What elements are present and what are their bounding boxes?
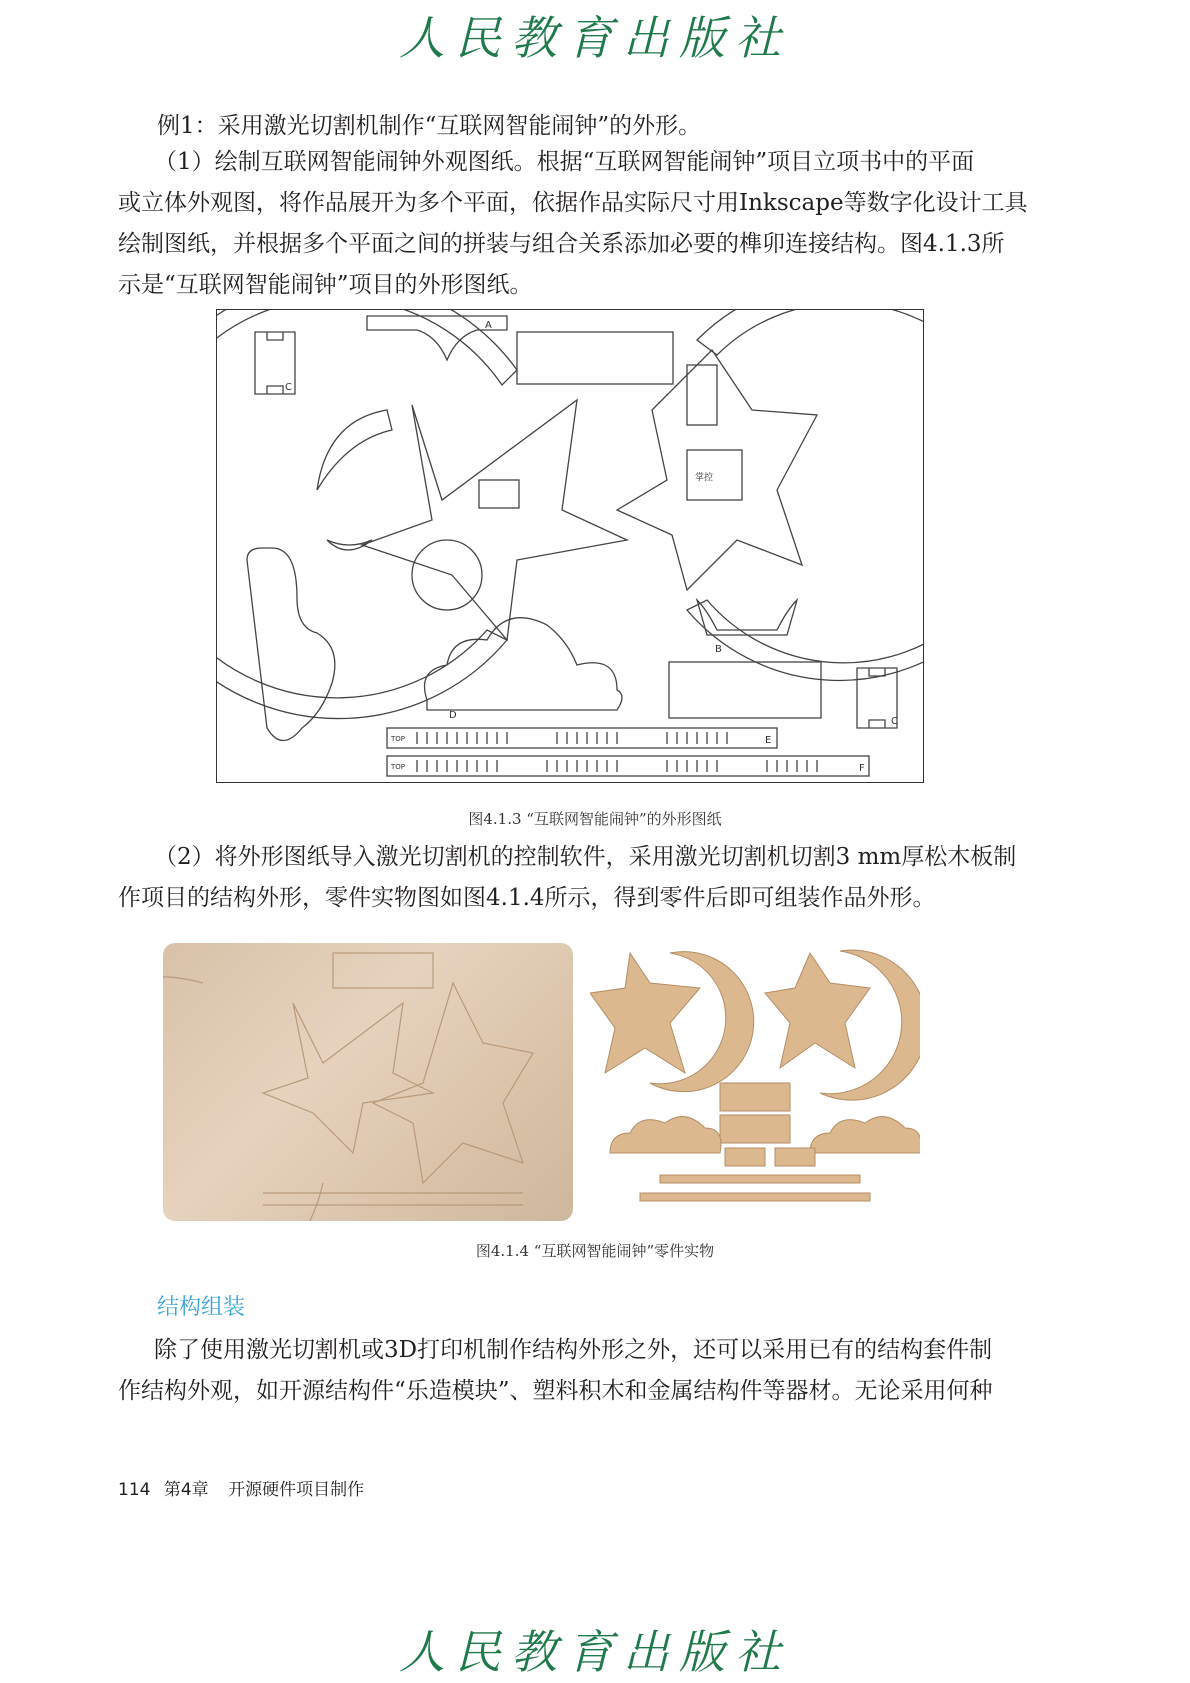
- figure1-caption: 图4.1.3 “互联网智能闹钟”的外形图纸: [468, 810, 722, 828]
- part-letter-f: F: [859, 763, 865, 774]
- strip-e: [387, 728, 777, 748]
- left-moon-ring: [217, 310, 517, 719]
- part-cloud-left: [610, 1117, 721, 1153]
- page-number: 114: [118, 1480, 151, 1500]
- step1-line: 示是“互联网智能闹钟”项目的外形图纸。: [118, 272, 533, 298]
- part-strip-1: [660, 1175, 860, 1183]
- strip-e-hatching: [417, 732, 727, 744]
- photo-parts-svg: [590, 943, 920, 1221]
- bottom-rectangle-panel: [669, 662, 821, 718]
- part-letter-c: C: [285, 382, 292, 393]
- left-star-hole: [412, 540, 482, 610]
- part-cloud-right: [810, 1117, 920, 1153]
- board-star-etch: [263, 1003, 433, 1153]
- figure2-caption: 图4.1.4 “互联网智能闹钟”零件实物: [475, 1242, 715, 1260]
- part-strip-2: [640, 1193, 870, 1201]
- part-letter-e: E: [765, 735, 772, 746]
- step2-paragraph: [118, 837, 1068, 919]
- step1-line: 绘制图纸，并根据多个平面之间的拼装与组合关系添加必要的榫卯连接结构。图4.1.3所: [118, 231, 1005, 257]
- cutting-drawing-figure: [216, 309, 924, 783]
- small-crescent: [327, 540, 372, 550]
- strip-top-label: TOP: [391, 735, 406, 743]
- section-title: 结构组装: [157, 1295, 246, 1320]
- step2-line: （2）将外形图纸导入激光切割机的控制软件，采用激光切割机切割3 mm厚松木板制: [154, 844, 1017, 870]
- strip-f-hatching: [417, 760, 817, 772]
- cutting-drawing-svg: [217, 310, 923, 782]
- part-small-1: [725, 1148, 765, 1166]
- board-rect-etch: [333, 953, 433, 988]
- step1-line: 或立体外观图，将作品展开为多个平面，依据作品实际尺寸用Inkscape等数字化设计工具: [118, 190, 1028, 216]
- step2-line: 作项目的结构外形，零件实物图如图4.1.4所示，得到零件后即可组装作品外形。: [118, 885, 936, 911]
- section-paragraph: [118, 1330, 1068, 1412]
- example-title: 例1：采用激光切割机制作“互联网智能闹钟”的外形。: [157, 113, 702, 139]
- strip-top-label: TOP: [391, 763, 406, 771]
- photo-cut-board-svg: [163, 943, 573, 1221]
- part-star-left: [590, 953, 700, 1073]
- left-cloud-piece: [247, 548, 335, 741]
- photo-parts-layout: [590, 943, 920, 1221]
- part-letter-b: B: [715, 644, 722, 655]
- left-crescent: [317, 410, 392, 490]
- board-moon-etch: [163, 977, 323, 1221]
- left-star-slot: [479, 480, 519, 508]
- section-line: 作结构外观，如开源结构件“乐造模块”、塑料积木和金属结构件等器材。无论采用何种: [118, 1378, 993, 1404]
- top-rectangle-panel: [517, 332, 673, 384]
- part-letter-d: D: [449, 710, 457, 721]
- step1-line: （1）绘制互联网智能闹钟外观图纸。根据“互联网智能闹钟”项目立项书中的平面: [154, 149, 975, 175]
- chapter-title: 开源硬件项目制作: [228, 1480, 365, 1500]
- section-line: 除了使用激光切割机或3D打印机制作结构外形之外，还可以采用已有的结构套件制: [154, 1337, 993, 1363]
- part-small-2: [775, 1148, 815, 1166]
- board-star2-etch: [373, 983, 533, 1183]
- photo-cut-board: [163, 943, 573, 1221]
- publisher-logo-bottom: 人民教育出版社: [399, 1625, 791, 1679]
- bottom-cloud-d: [425, 618, 623, 710]
- part-rect-2: [720, 1115, 790, 1143]
- part-star-right: [765, 953, 870, 1068]
- right-star-module-slot: [687, 365, 717, 425]
- left-star: [362, 400, 627, 640]
- chapter-number: 第4章: [163, 1480, 209, 1500]
- part-rect-1: [720, 1083, 790, 1111]
- part-letter-a: A: [485, 320, 492, 331]
- part-letter-c: C: [891, 716, 898, 727]
- step1-paragraph: [118, 142, 1068, 306]
- publisher-logo-top: 人民教育出版社: [399, 11, 791, 65]
- panel-text-zhangkong: 掌控: [695, 473, 714, 483]
- page-footer: [118, 1475, 364, 1500]
